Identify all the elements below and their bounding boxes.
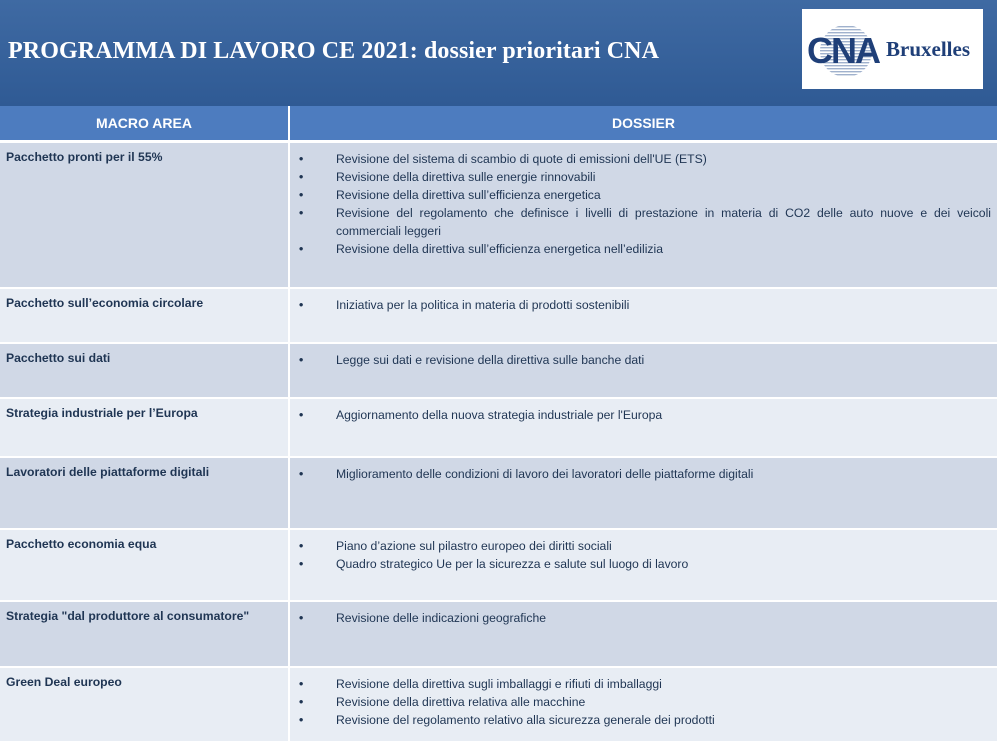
macro-area-cell: Lavoratori delle piattaforme digitali	[0, 457, 289, 529]
dossier-list	[296, 609, 991, 627]
bullet-icon: •	[299, 152, 304, 166]
list-item	[296, 406, 991, 424]
macro-area-cell: Strategia "dal produttore al consumatore"	[0, 601, 289, 667]
logo-mark-text: CNA	[807, 30, 879, 71]
list-item	[296, 555, 991, 573]
table-row	[0, 142, 997, 288]
dossier-cell	[289, 398, 997, 457]
column-header-macro-area: MACRO AREA	[0, 106, 289, 142]
dossier-cell	[289, 529, 997, 601]
macro-area-cell: Pacchetto pronti per il 55%	[0, 142, 289, 288]
dossier-item-text: Piano d’azione sul pilastro europeo dei diritti sociali	[336, 538, 612, 553]
table-row	[0, 529, 997, 601]
dossier-item-text: Revisione della direttiva sugli imballaggi e rifiuti di imballaggi	[336, 676, 662, 691]
dossier-cell	[289, 457, 997, 529]
dossier-item-text: Quadro strategico Ue per la sicurezza e salute sul luogo di lavoro	[336, 556, 689, 571]
dossier-item-text: Legge sui dati e revisione della direttiva sulle banche dati	[336, 352, 645, 367]
table-row	[0, 457, 997, 529]
bullet-icon: •	[299, 407, 304, 422]
bullet-icon: •	[299, 188, 304, 202]
list-item	[296, 186, 991, 204]
dossier-cell	[289, 667, 997, 742]
cna-logo-icon	[804, 17, 882, 81]
dossier-cell	[289, 601, 997, 667]
table-row	[0, 667, 997, 742]
dossier-item-text: Revisione del regolamento relativo alla sicurezza generale dei prodotti	[336, 712, 715, 727]
dossier-cell	[289, 288, 997, 343]
page-title: PROGRAMMA DI LAVORO CE 2021: dossier prioritari CNA	[8, 38, 660, 64]
dossier-item-text: Revisione del regolamento che definisce i livelli di prestazione in materia di CO2 delle auto nuove e dei veicoli commerciali leggeri	[336, 206, 991, 238]
bullet-icon: •	[299, 694, 304, 709]
table-row	[0, 288, 997, 343]
bullet-icon: •	[299, 610, 304, 625]
dossier-table	[0, 106, 997, 743]
dossier-item-text: Revisione della direttiva relativa alle macchine	[336, 694, 586, 709]
bullet-icon: •	[299, 297, 304, 312]
bullet-icon: •	[299, 466, 304, 481]
cna-logo	[802, 9, 983, 89]
dossier-item-text: Aggiornamento della nuova strategia industriale per l'Europa	[336, 407, 663, 422]
list-item	[296, 675, 991, 693]
list-item	[296, 711, 991, 729]
dossier-item-text: Revisione del sistema di scambio di quote di emissioni dell'UE (ETS)	[336, 152, 707, 166]
column-header-dossier: DOSSIER	[289, 106, 997, 142]
dossier-item-text: Revisione delle indicazioni geografiche	[336, 610, 547, 625]
dossier-list	[296, 351, 991, 369]
dossier-item-text: Iniziativa per la politica in materia di prodotti sostenibili	[336, 297, 630, 312]
bullet-icon: •	[299, 556, 304, 571]
bullet-icon: •	[299, 352, 304, 367]
dossier-cell	[289, 343, 997, 398]
table-row	[0, 343, 997, 398]
dossier-list	[296, 150, 991, 258]
list-item	[296, 537, 991, 555]
table-header-row	[0, 106, 997, 142]
dossier-item-text: Revisione della direttiva sull’efficienza energetica	[336, 188, 601, 202]
logo-text: Bruxelles	[886, 37, 970, 61]
list-item	[296, 351, 991, 369]
macro-area-cell: Pacchetto sull’economia circolare	[0, 288, 289, 343]
list-item	[296, 296, 991, 314]
macro-area-cell: Pacchetto economia equa	[0, 529, 289, 601]
table-row	[0, 398, 997, 457]
dossier-list	[296, 537, 991, 573]
table-row	[0, 601, 997, 667]
bullet-icon: •	[299, 170, 304, 184]
list-item	[296, 150, 991, 168]
header-banner	[0, 0, 997, 106]
bullet-icon: •	[299, 242, 304, 256]
dossier-list	[296, 465, 991, 483]
dossier-list	[296, 296, 991, 314]
list-item	[296, 693, 991, 711]
bullet-icon: •	[299, 712, 304, 727]
dossier-item-text: Revisione della direttiva sull’efficienza energetica nell’edilizia	[336, 242, 663, 256]
macro-area-cell: Strategia industriale per l’Europa	[0, 398, 289, 457]
bullet-icon: •	[299, 538, 304, 553]
list-item	[296, 240, 991, 258]
dossier-list	[296, 675, 991, 729]
dossier-item-text: Revisione della direttiva sulle energie rinnovabili	[336, 170, 596, 184]
bullet-icon: •	[299, 206, 304, 220]
dossier-item-text: Miglioramento delle condizioni di lavoro dei lavoratori delle piattaforme digitali	[336, 466, 754, 481]
list-item	[296, 168, 991, 186]
dossier-list	[296, 406, 991, 424]
dossier-cell	[289, 142, 997, 288]
list-item	[296, 609, 991, 627]
macro-area-cell: Green Deal europeo	[0, 667, 289, 742]
macro-area-cell: Pacchetto sui dati	[0, 343, 289, 398]
list-item	[296, 204, 991, 240]
list-item	[296, 465, 991, 483]
bullet-icon: •	[299, 676, 304, 691]
